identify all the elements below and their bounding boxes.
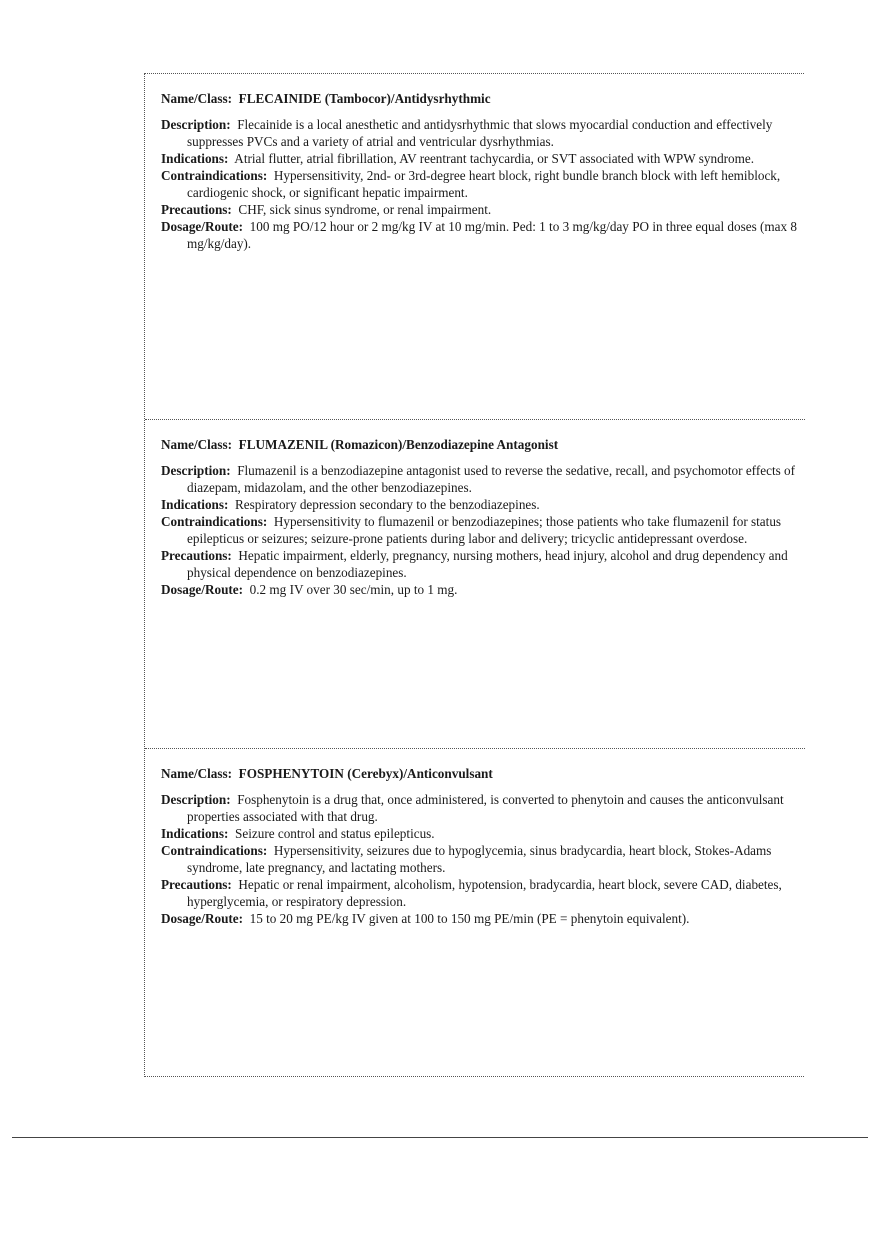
field-label: Dosage/Route:: [161, 911, 244, 926]
indications-field: [161, 150, 805, 167]
field-label: Indications:: [161, 497, 229, 512]
name-class-value: FLECAINIDE (Tambocor)/Antidysrhythmic: [238, 91, 491, 106]
precautions-field: [161, 547, 805, 581]
field-label: Contraindications:: [161, 514, 268, 529]
description-field: [161, 791, 805, 825]
dosage-route-field: [161, 218, 805, 252]
field-label: Contraindications:: [161, 843, 268, 858]
indications-field: [161, 496, 805, 513]
indications-field: [161, 825, 805, 842]
field-text: Flumazenil is a benzodiazepine antagonist used to reverse the sedative, recall, and psychomotor effects of diazepam, midazolam, and the other benzodiazepines.: [187, 463, 796, 495]
field-label: Precautions:: [161, 202, 232, 217]
field-text: Hepatic or renal impairment, alcoholism, hypotension, bradycardia, heart block, severe CAD, diabetes, hyperglycemia, or respiratory depression.: [187, 877, 782, 909]
field-text: 100 mg PO/12 hour or 2 mg/kg IV at 10 mg/min. Ped: 1 to 3 mg/kg/day PO in three equal doses (max 8 mg/kg/day).: [187, 219, 797, 251]
footer-rule: [12, 1137, 868, 1138]
field-text: Atrial flutter, atrial fibrillation, AV reentrant tachycardia, or SVT associated with WPW syndrome.: [234, 151, 755, 166]
field-label: Description:: [161, 792, 231, 807]
field-label: Indications:: [161, 826, 229, 841]
description-field: [161, 462, 805, 496]
field-label: Description:: [161, 117, 231, 132]
field-text: Hypersensitivity to flumazenil or benzodiazepines; those patients who take flumazenil for status epilepticus or seizures; seizure-prone patients during labor and delivery; tricyclic antidepressant overdose.: [187, 514, 782, 546]
field-text: 15 to 20 mg PE/kg IV given at 100 to 150 mg PE/min (PE = phenytoin equivalent).: [249, 911, 690, 926]
dosage-route-field: [161, 581, 805, 598]
field-label: Dosage/Route:: [161, 219, 244, 234]
field-text: CHF, sick sinus syndrome, or renal impairment.: [238, 202, 492, 217]
card-name-class: [161, 90, 805, 107]
field-text: Seizure control and status epilepticus.: [235, 826, 435, 841]
drug-card-fosphenytoin: [145, 748, 805, 1078]
field-label: Precautions:: [161, 877, 232, 892]
description-field: [161, 116, 805, 150]
name-class-label: Name/Class:: [161, 766, 233, 781]
name-class-label: Name/Class:: [161, 91, 233, 106]
card-name-class: [161, 436, 805, 453]
field-label: Contraindications:: [161, 168, 268, 183]
precautions-field: [161, 876, 805, 910]
name-class-value: FOSPHENYTOIN (Cerebyx)/Anticonvulsant: [238, 766, 493, 781]
field-text: Flecainide is a local anesthetic and antidysrhythmic that slows myocardial conduction and effectively suppresses PVCs and a variety of atrial and ventricular dysrhythmias.: [187, 117, 773, 149]
dosage-route-field: [161, 910, 805, 927]
field-text: Hepatic impairment, elderly, pregnancy, nursing mothers, head injury, alcohol and drug dependency and physical dependence on benzodiazepines.: [187, 548, 788, 580]
drug-cards-sheet: [144, 73, 804, 1077]
field-text: 0.2 mg IV over 30 sec/min, up to 1 mg.: [249, 582, 458, 597]
contraindications-field: [161, 842, 805, 876]
field-text: Hypersensitivity, 2nd- or 3rd-degree heart block, right bundle branch block with left hemiblock, cardiogenic shock, or significant hepatic impairment.: [187, 168, 781, 200]
field-label: Description:: [161, 463, 231, 478]
drug-card-flecainide: [145, 74, 805, 419]
contraindications-field: [161, 513, 805, 547]
contraindications-field: [161, 167, 805, 201]
field-label: Indications:: [161, 151, 229, 166]
name-class-value: FLUMAZENIL (Romazicon)/Benzodiazepine Antagonist: [238, 437, 559, 452]
field-text: Fosphenytoin is a drug that, once administered, is converted to phenytoin and causes the anticonvulsant properties associated with that drug.: [187, 792, 784, 824]
field-label: Dosage/Route:: [161, 582, 244, 597]
field-label: Precautions:: [161, 548, 232, 563]
name-class-label: Name/Class:: [161, 437, 233, 452]
precautions-field: [161, 201, 805, 218]
field-text: Respiratory depression secondary to the benzodiazepines.: [235, 497, 540, 512]
field-text: Hypersensitivity, seizures due to hypoglycemia, sinus bradycardia, heart block, Stokes-Adams syndrome, late pregnancy, and lactating mothers.: [187, 843, 772, 875]
card-name-class: [161, 765, 805, 782]
drug-card-flumazenil: [145, 419, 805, 748]
